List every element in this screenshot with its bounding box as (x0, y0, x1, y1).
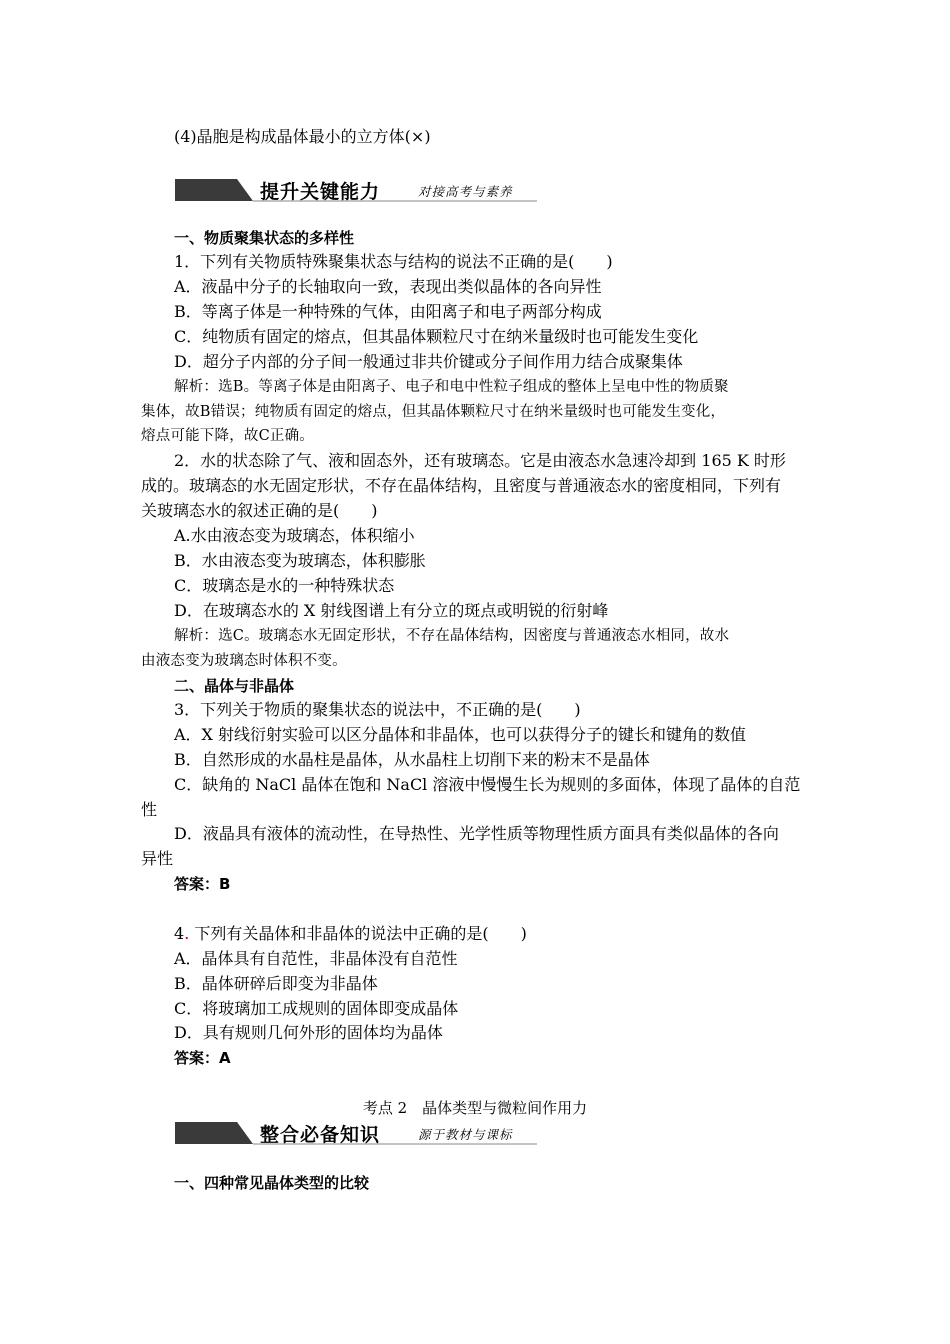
q2-stem-1: 2．水的状态除了气、液和固态外，还有玻璃态。它是由液态水急速冷却到 165 K 时形 (174, 451, 786, 470)
q1-stem: 1．下列有关物质特殊聚集状态与结构的说法不正确的是( ) (174, 252, 613, 271)
banner-improve-ability (175, 175, 537, 209)
q2-option-b: B．水由液态变为玻璃态，体积膨胀 (174, 551, 426, 570)
q2-option-c: C．玻璃态是水的一种特殊状态 (174, 576, 395, 595)
banner-title: 提升关键能力 (260, 181, 381, 203)
q3-answer: 答案：B (174, 875, 231, 893)
q3-option-c-2: 性 (141, 800, 158, 819)
q4-answer: 答案：A (174, 1049, 231, 1067)
section-title-1: 一、物质聚集状态的多样性 (174, 229, 355, 247)
q4-number: 4 (174, 924, 185, 943)
section-title-2: 二、晶体与非晶体 (174, 677, 295, 695)
q2-option-d: D．在玻璃态水的 X 射线图谱上有分立的斑点或明锐的衍射峰 (174, 601, 609, 620)
q4-option-b: B．晶体研碎后即变为非晶体 (174, 974, 378, 993)
banner-subtitle: 对接高考与素养 (418, 184, 513, 199)
q4-option-c: C．将玻璃加工成规则的固体即变成晶体 (174, 999, 459, 1018)
q1-analysis-2: 集体，故B错误；纯物质有固定的熔点，但其晶体颗粒尺寸在纳米量级时也可能发生变化， (141, 404, 726, 420)
q3-option-b: B．自然形成的水晶柱是晶体，从水晶柱上切削下来的粉末不是晶体 (174, 750, 650, 769)
q1-option-a: A．液晶中分子的长轴取向一致，表现出类似晶体的各向异性 (174, 277, 602, 296)
q4-stem (174, 923, 527, 945)
q1-option-d: D．超分子内部的分子间一般通过非共价键或分子间作用力结合成聚集体 (174, 352, 683, 371)
banner-title: 整合必备知识 (260, 1124, 381, 1146)
q2-stem-2: 成的。玻璃态的水无固定形状，不存在晶体结构，且密度与普通液态水的密度相同，下列有 (141, 476, 782, 495)
q3-option-d-2: 异性 (141, 849, 174, 868)
q1-analysis-3: 熔点可能下降，故C正确。 (141, 428, 314, 444)
q4-option-d: D．具有规则几何外形的固体均为晶体 (174, 1023, 443, 1042)
top-line: (4)晶胞是构成晶体最小的立方体(×) (174, 127, 431, 146)
q2-option-a: A.水由液态变为玻璃态，体积缩小 (174, 526, 415, 545)
section-title-3: 一、四种常见晶体类型的比较 (174, 1174, 370, 1192)
q2-analysis-2: 由液态变为玻璃态时体积不变。 (141, 653, 347, 669)
q1-option-c: C．纯物质有固定的熔点，但其晶体颗粒尺寸在纳米量级时也可能发生变化 (174, 327, 699, 346)
q4-stem-text: 下列有关晶体和非晶体的说法中正确的是( ) (189, 924, 527, 943)
q2-analysis-1: 解析：选C。玻璃态水无固定形状，不存在晶体结构，因密度与普通液态水相同，故水 (174, 628, 730, 644)
q3-stem: 3．下列关于物质的聚集状态的说法中，不正确的是( ) (174, 700, 581, 719)
banner-subtitle: 源于教材与课标 (418, 1127, 513, 1142)
q4-number-dot: . (184, 924, 190, 943)
q3-option-a: A．X 射线衍射实验可以区分晶体和非晶体，也可以获得分子的键长和键角的数值 (174, 725, 747, 744)
q1-analysis-1: 解析：选B。等离子体是由阳离子、电子和电中性粒子组成的整体上呈电中性的物质聚 (174, 379, 729, 395)
q3-option-c-1: C．缺角的 NaCl 晶体在饱和 NaCl 溶液中慢慢生长为规则的多面体，体现了晶体的自范 (174, 775, 801, 794)
q3-option-d-1: D．液晶具有液体的流动性，在导热性、光学性质等物理性质方面具有类似晶体的各向 (174, 824, 779, 843)
q2-stem-3: 关玻璃态水的叙述正确的是( ) (141, 501, 378, 520)
kaodian-heading: 考点 2 晶体类型与微粒间作用力 (362, 1099, 588, 1117)
q1-option-b: B．等离子体是一种特殊的气体，由阳离子和电子两部分构成 (174, 302, 602, 321)
q4-option-a: A．晶体具有自范性，非晶体没有自范性 (174, 949, 458, 968)
banner-essential-knowledge (175, 1118, 537, 1152)
